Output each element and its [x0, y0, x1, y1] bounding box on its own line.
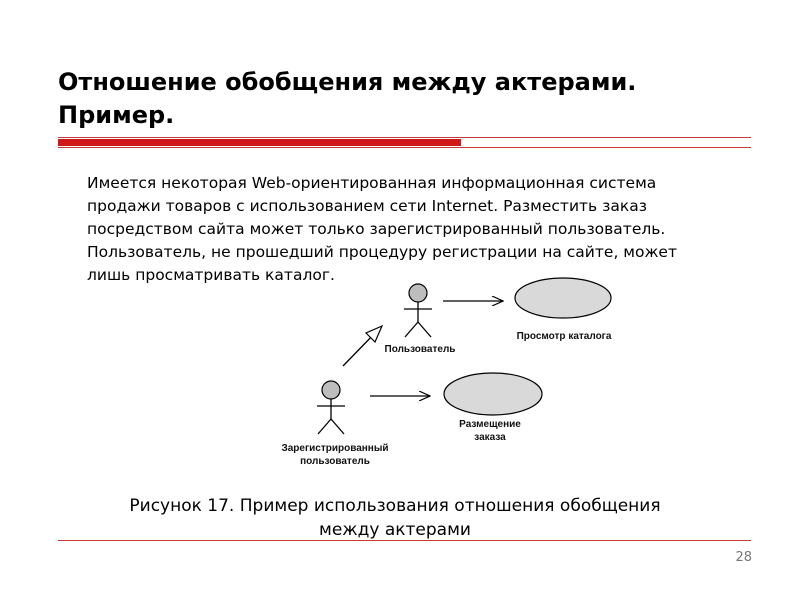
usecase-place-order [444, 373, 542, 415]
actor-user-label: Пользователь [384, 344, 456, 355]
page-number: 28 [735, 550, 752, 565]
caption-line-2: между актерами [319, 520, 471, 540]
footer-divider-line [58, 540, 751, 541]
usecase-browse-label: Просмотр каталога [516, 331, 612, 342]
actor-registered-label-line-2: пользователь [300, 456, 370, 467]
usecase-order-label-line-2: заказа [474, 432, 506, 443]
actor-user-figure [404, 284, 432, 337]
actor-registered-user-figure [317, 381, 345, 434]
figure-caption [60, 494, 730, 542]
body-line-3: посредством сайта может только зарегистрированный пользователь. [87, 220, 666, 238]
usecase-browse-catalog [515, 278, 611, 318]
body-line-5: лишь просматривать каталог. [87, 266, 335, 284]
body-line-1: Имеется некоторая Web-ориентированная информационная система [87, 174, 657, 192]
slide-title-line-2: Пример. [58, 101, 175, 129]
slide-title-line-1: Отношение обобщения между актерами. [58, 68, 637, 96]
usecase-order-label-line-1: Размещение [459, 419, 521, 430]
body-line-4: Пользователь, не прошедший процедуру регистрации на сайте, может [87, 243, 677, 261]
body-line-2: продажи товаров с использованием сети Internet. Разместить заказ [87, 197, 647, 215]
caption-line-1: Рисунок 17. Пример использования отношения обобщения [129, 496, 661, 516]
actor-registered-label-line-1: Зарегистрированный [281, 443, 389, 454]
